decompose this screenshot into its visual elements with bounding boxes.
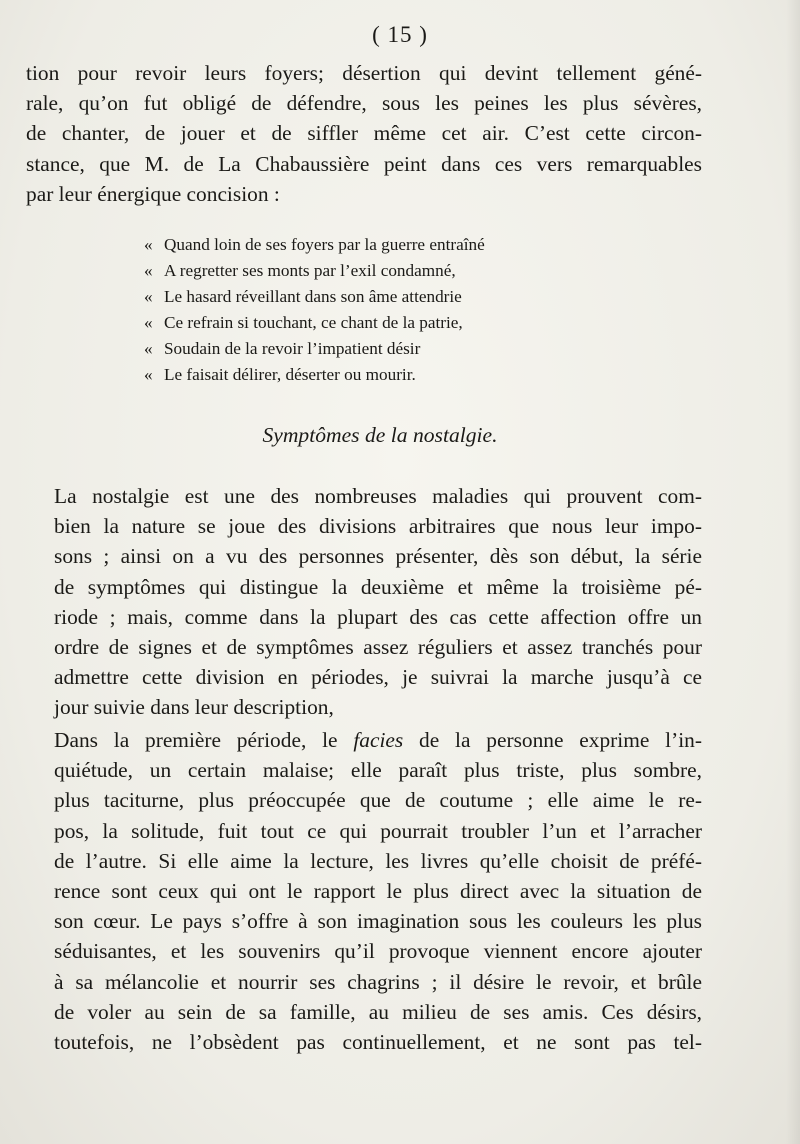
text-line: jour suivie dans leur description, [54, 695, 334, 720]
text-line: plus taciturne, plus préoccupée que de coutume ; elle aime le re- [54, 788, 702, 813]
verse-line: « Soudain de la revoir l’impatient désir [144, 336, 684, 362]
text-line: son cœur. Le pays s’offre à son imagination sous les couleurs les plus [54, 909, 702, 934]
text-line: La nostalgie est une des nombreuses maladies qui prouvent com- [54, 484, 702, 508]
text-line: rence sont ceux qui ont le rapport le plus direct avec la situation de [54, 879, 702, 904]
verse-line: « A regretter ses monts par l’exil condamné, [144, 258, 684, 284]
quote-mark: « [144, 365, 153, 384]
verse-line: « Le hasard réveillant dans son âme attendrie [144, 284, 684, 310]
section-heading: Symptômes de la nostalgie. [262, 423, 498, 447]
italic-term: facies [353, 728, 404, 752]
text-line: tion pour revoir leurs foyers; désertion qui devint tellement géné- [26, 61, 702, 85]
text-line: admettre cette division en périodes, je suivrai la marche jusqu’à ce [54, 665, 702, 690]
text-line: ordre de signes et de symptômes assez réguliers et assez tranchés pour [54, 635, 702, 660]
text-line: de voler au sein de sa famille, au milieu de ses amis. Ces désirs, [54, 999, 702, 1024]
quote-mark: « [144, 235, 153, 254]
paragraph-symptoms [26, 481, 702, 723]
text-line: toutefois, ne l’obsèdent pas continuellement, et ne sont pas tel- [54, 1030, 702, 1055]
text-line: sons ; ainsi on a vu des personnes présenter, dès son début, la série [54, 544, 702, 569]
text-line: pos, la solitude, fuit tout ce qui pourrait troubler l’un et l’arracher [54, 818, 702, 843]
text-line: quiétude, un certain malaise; elle paraît plus triste, plus sombre, [54, 758, 702, 783]
text-line: riode ; mais, comme dans la plupart des cas cette affection offre un [54, 604, 702, 629]
page-number: ( 15 ) [372, 22, 428, 47]
text-line: Dans la première période, le facies de la personne exprime l’in- [54, 728, 702, 752]
quote-mark: « [144, 339, 153, 358]
text-line: par leur énergique concision : [26, 181, 280, 206]
text-line: à sa mélancolie et nourrir ses chagrins ; il désire le revoir, et brûle [54, 969, 702, 994]
text-line: séduisantes, et les souvenirs qu’il provoque viennent encore ajouter [54, 939, 702, 964]
text-line: de l’autre. Si elle aime la lecture, les livres qu’elle choisit de préfé- [54, 848, 702, 873]
quote-mark: « [144, 287, 153, 306]
paragraph-intro [26, 58, 702, 209]
quote-mark: « [144, 261, 153, 280]
quote-mark: « [144, 313, 153, 332]
verse-quotation [144, 232, 684, 388]
verse-line: « Ce refrain si touchant, ce chant de la patrie, [144, 310, 684, 336]
verse-line: « Quand loin de ses foyers par la guerre entraîné [144, 232, 684, 258]
text-line: bien la nature se joue des divisions arbitraires que nous leur impo- [54, 514, 702, 539]
text-line: de symptômes qui distingue la deuxième et même la troisième pé- [54, 574, 702, 599]
verse-line: « Le faisait délirer, déserter ou mourir. [144, 362, 684, 388]
text-line: stance, que M. de La Chabaussière peint dans ces vers remarquables [26, 151, 702, 176]
paragraph-first-period [26, 725, 702, 1057]
text-line: de chanter, de jouer et de siffler même cet air. C’est cette circon- [26, 121, 702, 146]
text-line: rale, qu’on fut obligé de défendre, sous les peines les plus sévères, [26, 91, 702, 116]
page-gutter-shadow [786, 0, 800, 1144]
